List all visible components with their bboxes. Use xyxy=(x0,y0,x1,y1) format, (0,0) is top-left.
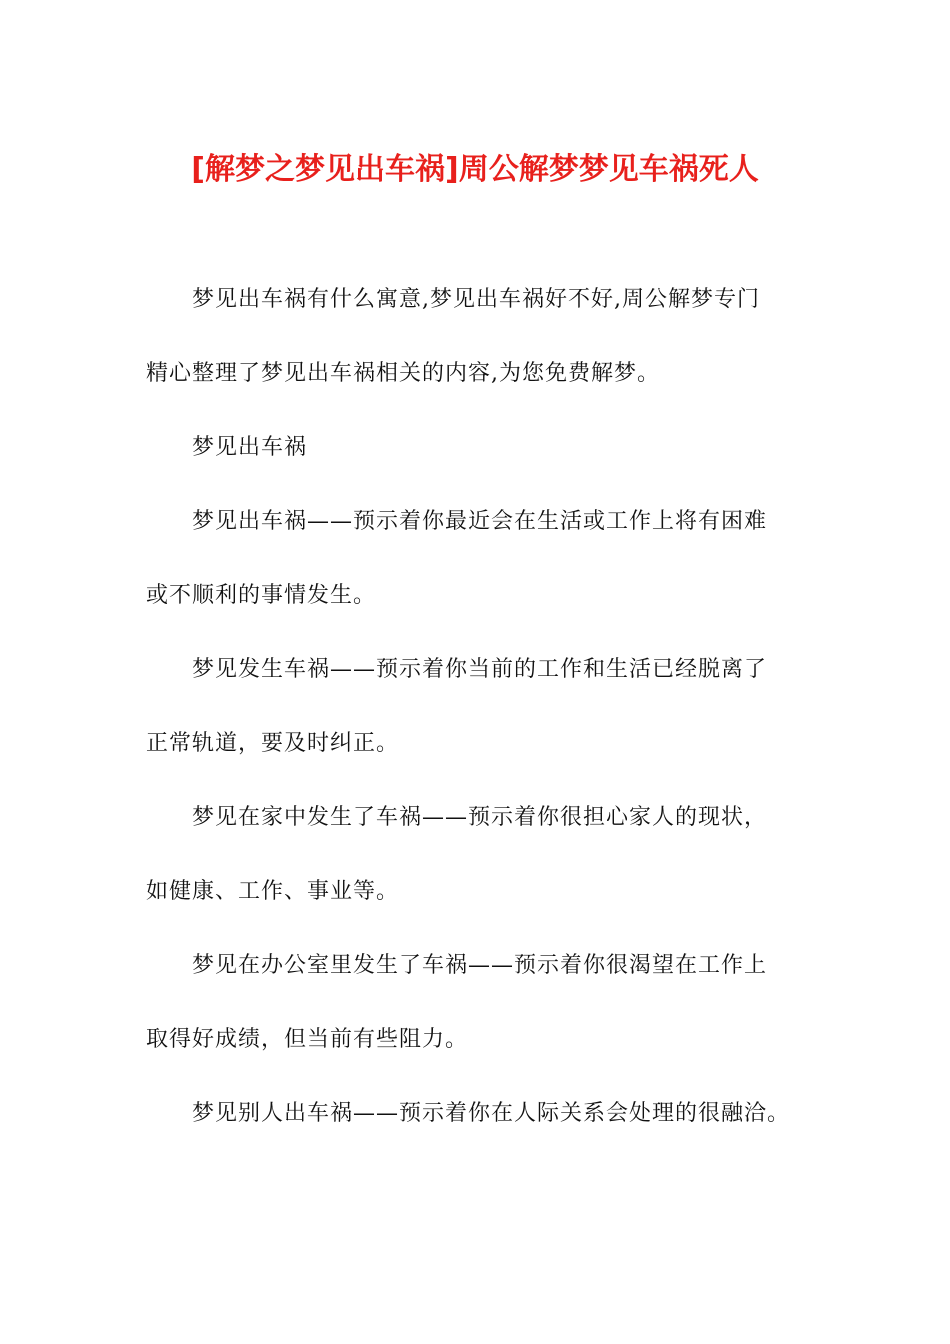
paragraph-line: 梦见发生车祸——预示着你当前的工作和生活已经脱离了 xyxy=(192,657,768,682)
document-body xyxy=(146,278,806,1166)
paragraph-line: 或不顺利的事情发生。 xyxy=(146,583,377,608)
paragraph-line: 正常轨道，要及时纠正。 xyxy=(146,731,400,756)
document-title: [解梦之梦见出车祸]周公解梦梦见车祸死人 xyxy=(191,152,759,187)
paragraph-line: 精心整理了梦见出车祸相关的内容,为您免费解梦。 xyxy=(146,361,660,386)
paragraph-line: 梦见在办公室里发生了车祸——预示着你很渴望在工作上 xyxy=(192,953,768,978)
paragraph-line: 取得好成绩，但当前有些阻力。 xyxy=(146,1027,469,1052)
paragraph-line: 如健康、工作、事业等。 xyxy=(146,879,400,904)
paragraph-line: 梦见别人出车祸——预示着你在人际关系会处理的很融洽。 xyxy=(192,1101,791,1126)
paragraph-line: 梦见出车祸有什么寓意,梦见出车祸好不好,周公解梦专门 xyxy=(192,287,760,312)
section-heading: 梦见出车祸 xyxy=(192,435,308,460)
paragraph-line: 梦见在家中发生了车祸——预示着你很担心家人的现状， xyxy=(192,805,768,830)
paragraph-line: 梦见出车祸——预示着你最近会在生活或工作上将有困难 xyxy=(192,509,768,534)
